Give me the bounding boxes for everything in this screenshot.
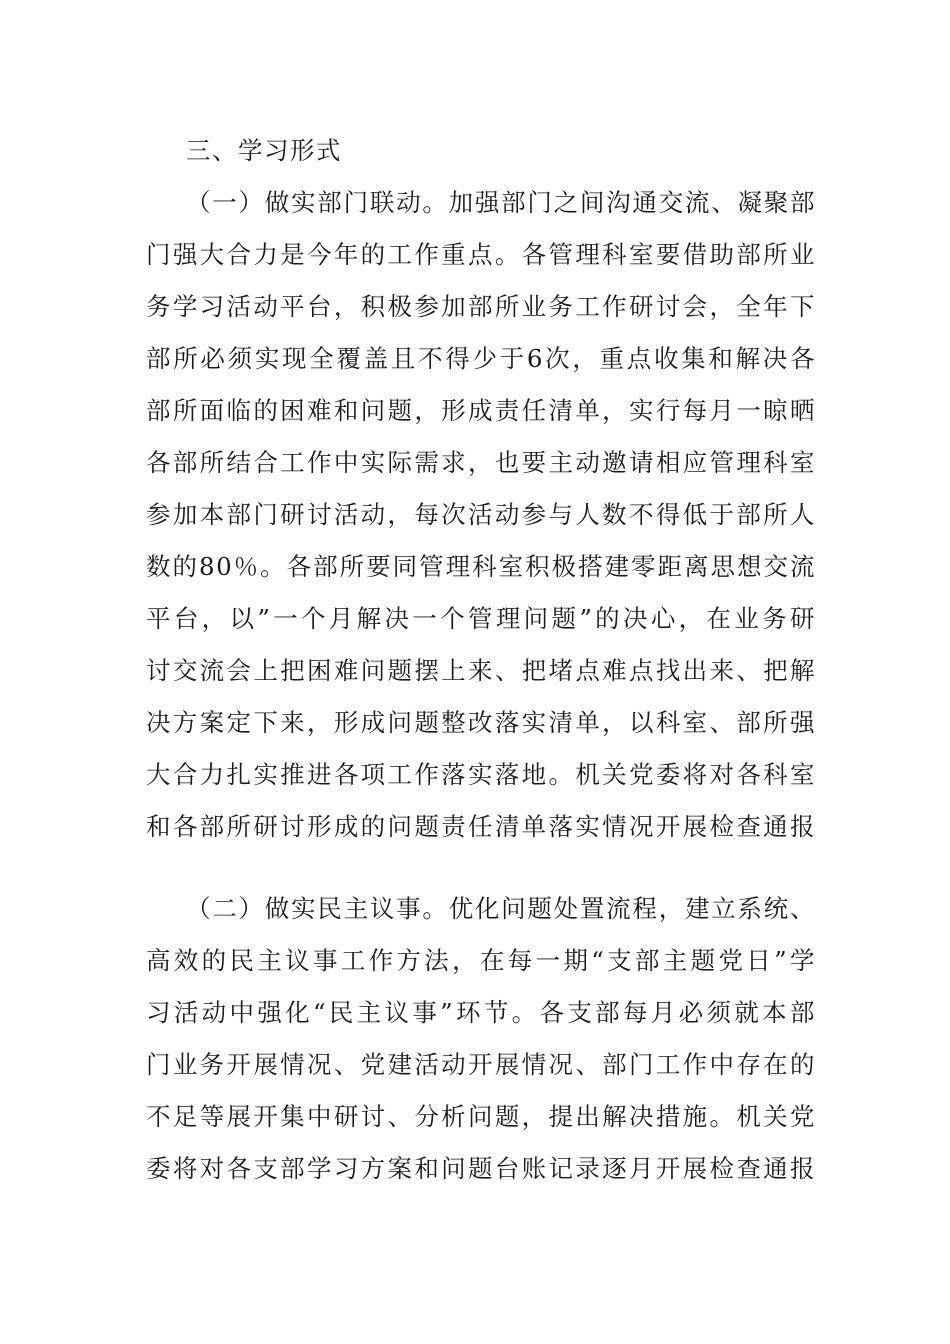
- paragraph-line: 务学习活动平台，积极参加部所业务工作研讨会，全年下: [146, 292, 816, 321]
- paragraph-line: 高效的民主议事工作方法，在每一期“支部主题党日”学: [146, 946, 816, 975]
- paragraph-line: 部所面临的困难和问题，形成责任清单，实行每月一晾晒: [146, 396, 816, 425]
- paragraph-line: 大合力扎实推进各项工作落实落地。机关党委将对各科室: [146, 760, 816, 789]
- paragraph-line: （一）做实部门联动。加强部门之间沟通交流、凝聚部: [186, 188, 816, 217]
- paragraph-line: 门业务开展情况、党建活动开展情况、部门工作中存在的: [146, 1050, 816, 1079]
- paragraph-line: 委将对各支部学习方案和问题台账记录逐月开展检查通报: [146, 1154, 816, 1183]
- paragraph-line: 不足等展开集中研讨、分析问题，提出解决措施。机关党: [146, 1102, 816, 1131]
- paragraph-line: 和各部所研讨形成的问题责任清单落实情况开展检查通报: [146, 812, 816, 841]
- paragraph-line: （二）做实民主议事。优化问题处置流程，建立系统、: [186, 894, 816, 923]
- paragraph-line: 平台，以”一个月解决一个管理问题”的决心，在业务研: [146, 604, 816, 633]
- paragraph-line: 参加本部门研讨活动，每次活动参与人数不得低于部所人: [146, 500, 816, 529]
- paragraph-line: 数的80％。各部所要同管理科室积极搭建零距离思想交流: [146, 552, 816, 581]
- paragraph-line: 各部所结合工作中实际需求，也要主动邀请相应管理科室: [146, 448, 816, 477]
- paragraph-line: 门强大合力是今年的工作重点。各管理科室要借助部所业: [146, 240, 816, 269]
- section-heading: 三、学习形式: [186, 136, 342, 165]
- paragraph-line: 讨交流会上把困难问题摆上来、把堵点难点找出来、把解: [146, 656, 816, 685]
- paragraph-line: 决方案定下来，形成问题整改落实清单，以科室、部所强: [146, 708, 816, 737]
- paragraph-line: 部所必须实现全覆盖且不得少于6次，重点收集和解决各: [146, 344, 816, 373]
- paragraph-line: 习活动中强化“民主议事”环节。各支部每月必须就本部: [146, 998, 816, 1027]
